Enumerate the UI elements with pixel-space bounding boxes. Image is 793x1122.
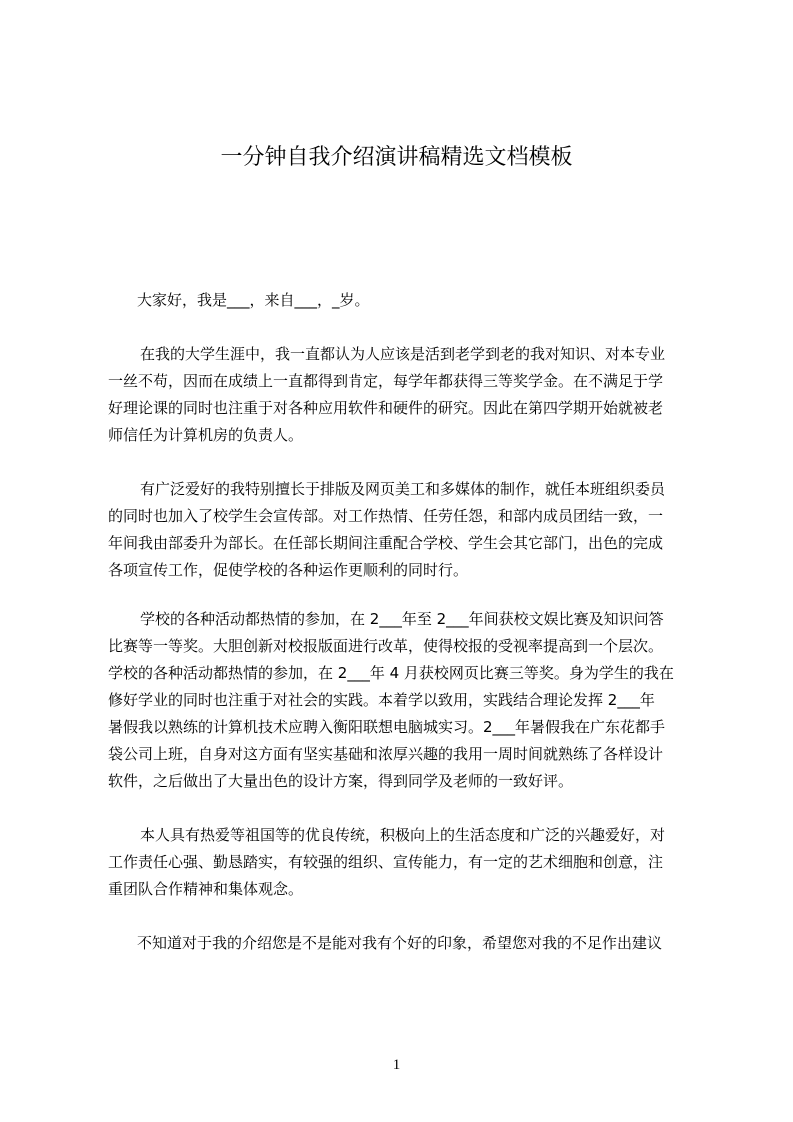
paragraph-2-line-3: 好理论课的同时也注重于对各种应用软件和硬件的研究。因此在第四学期开始就被老 (108, 399, 664, 417)
paragraph-4-line-2: 比赛等一等奖。大胆创新对校报版面进行改革，使得校报的受视率提高到一个层次。 (108, 637, 664, 655)
paragraph-3-line-1: 有广泛爱好的我特别擅长于排版及网页美工和多媒体的制作，就任本班组织委员 (140, 480, 666, 498)
paragraph-2-line-4: 师信任为计算机房的负责人。 (108, 426, 304, 444)
paragraph-4-line-5: 暑假我以熟练的计算机技术应聘入衡阳联想电脑城实习。2___年暑假我在广东花都手 (108, 718, 666, 736)
paragraph-4-line-6: 袋公司上班，自身对这方面有坚实基础和浓厚兴趣的我用一周时间就熟练了各样设计 (108, 745, 664, 763)
page-number: 1 (392, 1057, 401, 1073)
paragraph-4-line-7: 软件，之后做出了大量出色的设计方案，得到同学及老师的一致好评。 (108, 772, 574, 790)
paragraph-3-line-4: 各项宣传工作，促使学校的各种运作更顺利的同时行。 (108, 561, 469, 579)
paragraph-5-line-1: 本人具有热爱等祖国等的优良传统，积极向上的生活态度和广泛的兴趣爱好，对 (140, 826, 666, 844)
paragraph-5-line-2: 工作责任心强、勤恳踏实，有较强的组织、宣传能力，有一定的艺术细胞和创意，注 (108, 853, 664, 871)
page-title: 一分钟自我介绍演讲稿精选文档模板 (220, 145, 573, 170)
paragraph-4-line-1: 学校的各种活动都热情的参加，在 2___年至 2___年间获校文娱比赛及知识问答 (140, 610, 664, 628)
paragraph-5-line-3: 重团队合作精神和集体观念。 (108, 880, 304, 898)
paragraph-6-line-1: 不知道对于我的介绍您是不是能对我有个好的印象，希望您对我的不足作出建议 (137, 934, 663, 952)
paragraph-3-line-3: 年间我由部委升为部长。在任部长期间注重配合学校、学生会其它部门，出色的完成 (108, 534, 664, 552)
paragraph-3-line-2: 的同时也加入了校学生会宣传部。对工作热情、任劳任怨，和部内成员团结一致，一 (108, 507, 664, 525)
paragraph-2-line-2: 一丝不苟，因而在成绩上一直都得到肯定，每学年都获得三等奖学金。在不满足于学 (108, 372, 664, 390)
paragraph-2-line-1: 在我的大学生涯中，我一直都认为人应该是活到老学到老的我对知识、对本专业 (140, 345, 666, 363)
paragraph-4-line-4: 修好学业的同时也注重于对社会的实践。本着学以致用，实践结合理论发挥 2___年 (108, 691, 655, 709)
paragraph-1-line-1: 大家好，我是___，来自___，_岁。 (137, 291, 370, 309)
paragraph-4-line-3: 学校的各种活动都热情的参加，在 2___年 4 月获校网页比赛三等奖。身为学生的我在 (108, 664, 674, 682)
